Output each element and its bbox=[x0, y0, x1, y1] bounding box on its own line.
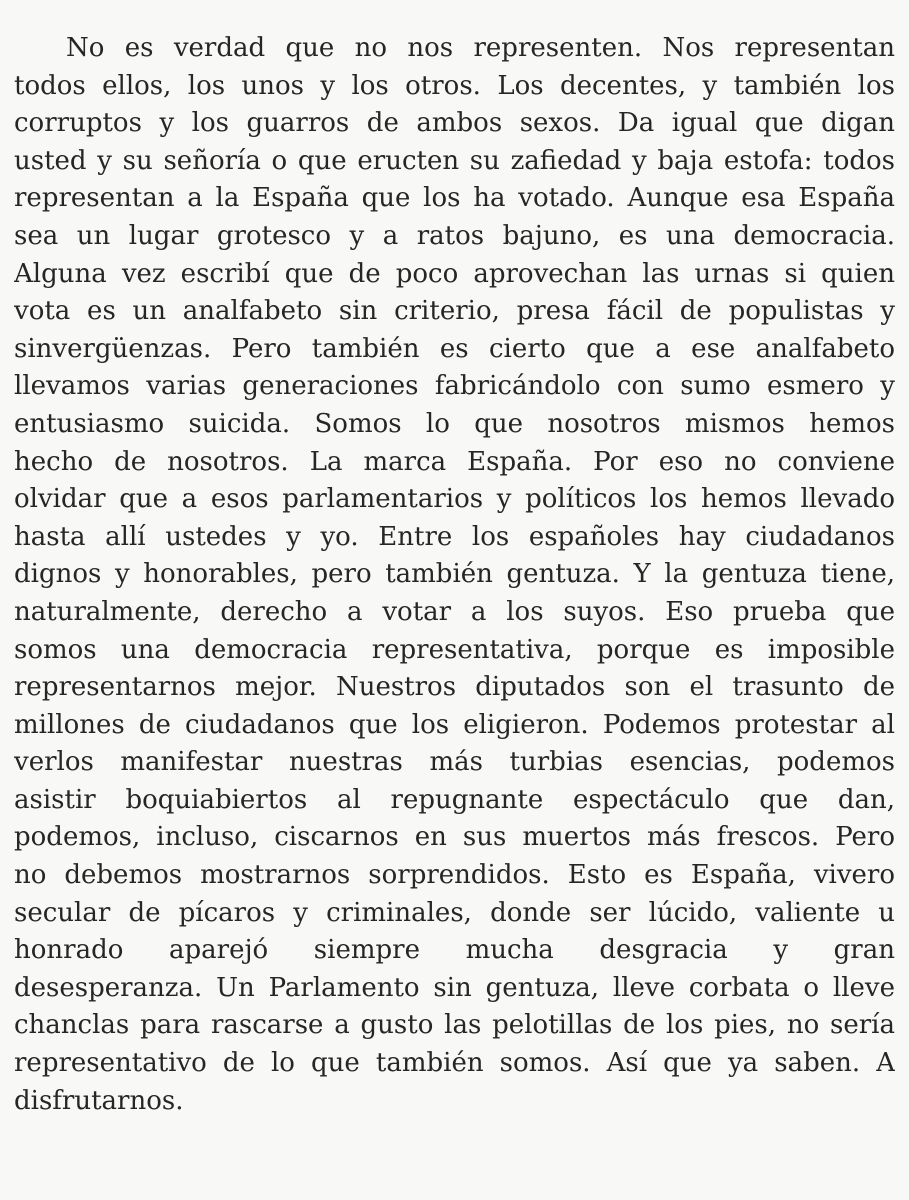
paragraph-line: somos una democracia representativa, porque es imposible bbox=[14, 634, 895, 665]
paragraph-line: No es verdad que no nos representen. Nos representan bbox=[66, 33, 895, 63]
paragraph-line: representan a la España que los ha votado. Aunque esa España bbox=[14, 183, 895, 214]
paragraph-line: sea un lugar grotesco y a ratos bajuno, es una democracia. bbox=[14, 220, 895, 251]
paragraph-line: hecho de nosotros. La marca España. Por eso no conviene bbox=[14, 446, 895, 477]
paragraph-line: podemos, incluso, ciscarnos en sus muertos más frescos. Pero bbox=[14, 822, 895, 853]
paragraph-line: hasta allí ustedes y yo. Entre los españoles hay ciudadanos bbox=[14, 521, 895, 552]
paragraph-line: llevamos varias generaciones fabricándolo con sumo esmero y bbox=[14, 371, 895, 402]
paragraph-line: todos ellos, los unos y los otros. Los decentes, y también los bbox=[14, 70, 895, 101]
paragraph-line: disfrutarnos. bbox=[14, 1085, 184, 1116]
paragraph-line: vota es un analfabeto sin criterio, presa fácil de populistas y bbox=[14, 296, 895, 327]
paragraph-line: asistir boquiabiertos al repugnante espectáculo que dan, bbox=[14, 784, 895, 815]
paragraph-line: representativo de lo que también somos. Así que ya saben. A bbox=[14, 1048, 895, 1079]
paragraph-line: usted y su señoría o que eructen su zafiedad y baja estofa: todos bbox=[14, 145, 895, 176]
paragraph-line: dignos y honorables, pero también gentuza. Y la gentuza tiene, bbox=[14, 559, 895, 590]
paragraph-line: desesperanza. Un Parlamento sin gentuza, lleve corbata o lleve bbox=[14, 972, 895, 1003]
paragraph-line: verlos manifestar nuestras más turbias esencias, podemos bbox=[14, 747, 895, 778]
paragraph-line: honrado aparejó siempre mucha desgracia y gran bbox=[14, 935, 895, 966]
paragraph-line: olvidar que a esos parlamentarios y políticos los hemos llevado bbox=[14, 484, 895, 515]
paragraph-line: corruptos y los guarros de ambos sexos. Da igual que digan bbox=[14, 108, 895, 139]
paragraph-line: millones de ciudadanos que los eligieron. Podemos protestar al bbox=[14, 709, 895, 740]
paragraph-line: secular de pícaros y criminales, donde ser lúcido, valiente u bbox=[14, 897, 895, 928]
paragraph-line: sinvergüenzas. Pero también es cierto que a ese analfabeto bbox=[14, 333, 895, 364]
paragraph-line: Alguna vez escribí que de poco aprovechan las urnas si quien bbox=[14, 258, 895, 289]
paragraph-line: no debemos mostrarnos sorprendidos. Esto es España, vivero bbox=[14, 860, 895, 891]
paragraph-line: naturalmente, derecho a votar a los suyos. Eso prueba que bbox=[14, 596, 895, 627]
paragraph-line: chanclas para rascarse a gusto las pelotillas de los pies, no sería bbox=[14, 1010, 895, 1041]
article-paragraph bbox=[14, 30, 895, 1120]
paragraph-line: representarnos mejor. Nuestros diputados son el trasunto de bbox=[14, 672, 895, 703]
paragraph-line: entusiasmo suicida. Somos lo que nosotros mismos hemos bbox=[14, 408, 895, 439]
